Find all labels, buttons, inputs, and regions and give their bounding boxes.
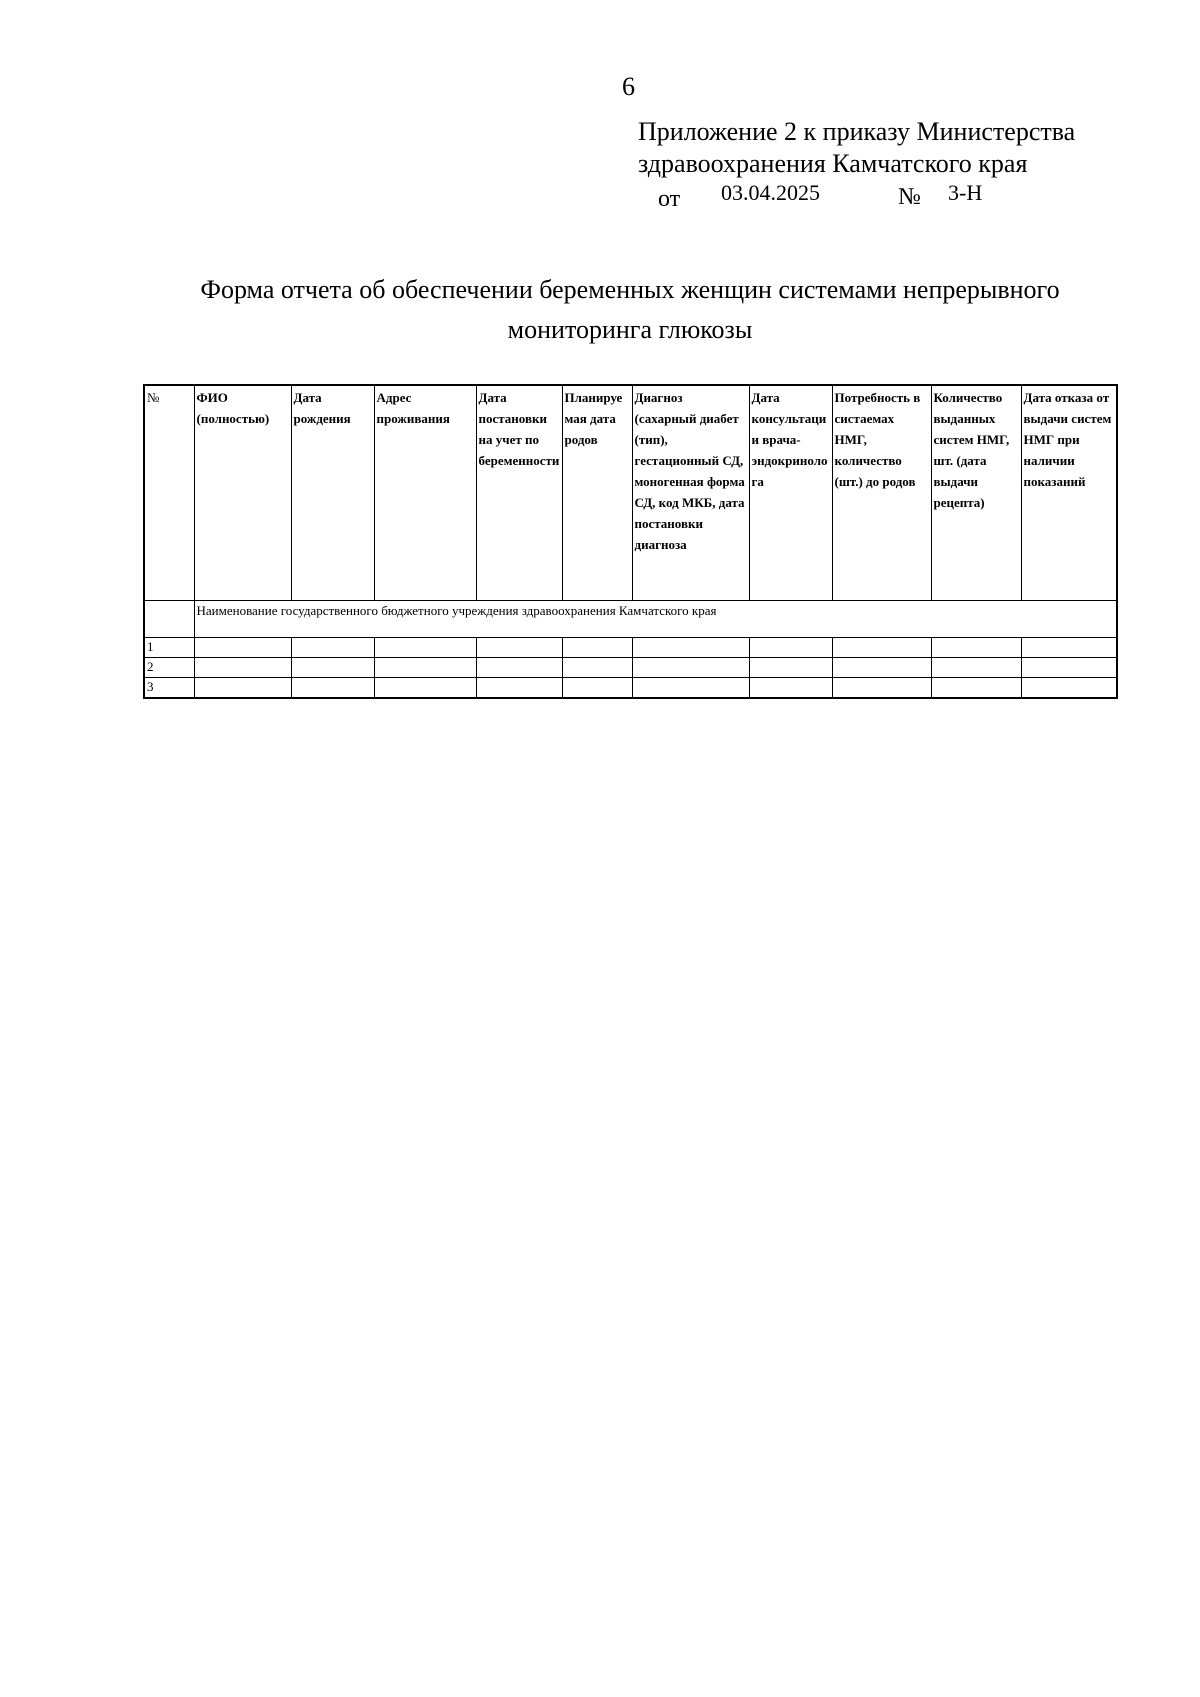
- cell-due-date[interactable]: [562, 678, 632, 699]
- organization-row-number-cell: [144, 601, 194, 638]
- table-header-row: [144, 385, 1117, 601]
- cell-refusal-date[interactable]: [1021, 638, 1117, 658]
- cell-birth-date[interactable]: [291, 658, 374, 678]
- form-title-line-1: Форма отчета об обеспечении беременных женщин системами непрерывного: [200, 275, 1060, 304]
- column-header-full-name: ФИО (полностью): [194, 385, 291, 601]
- cell-cgm-issued[interactable]: [931, 638, 1021, 658]
- cell-birth-date[interactable]: [291, 638, 374, 658]
- column-header-diagnosis: Диагноз (сахарный диабет (тип), гестационный СД, моногенная форма СД, код МКБ, дата постановки диагноза: [632, 385, 749, 601]
- column-header-address: Адрес проживания: [374, 385, 476, 601]
- appendix-line-2: здравоохранения Камчатского края: [638, 149, 1028, 178]
- cell-registration-date[interactable]: [476, 658, 562, 678]
- cell-full-name[interactable]: [194, 638, 291, 658]
- cell-address[interactable]: [374, 678, 476, 699]
- cell-consultation-date[interactable]: [749, 638, 832, 658]
- cell-consultation-date[interactable]: [749, 678, 832, 699]
- cell-cgm-need[interactable]: [832, 638, 931, 658]
- cell-birth-date[interactable]: [291, 678, 374, 699]
- cell-cgm-need[interactable]: [832, 658, 931, 678]
- order-number: 3-Н: [948, 180, 983, 205]
- cell-consultation-date[interactable]: [749, 658, 832, 678]
- cell-due-date[interactable]: [562, 658, 632, 678]
- column-header-birth-date: Дата рождения: [291, 385, 374, 601]
- from-label: от: [658, 186, 681, 212]
- report-table: [143, 384, 1118, 699]
- cell-refusal-date[interactable]: [1021, 678, 1117, 699]
- row-number: 2: [144, 658, 194, 678]
- cell-registration-date[interactable]: [476, 678, 562, 699]
- form-title-line-2: мониторинга глюкозы: [507, 315, 753, 344]
- cell-cgm-issued[interactable]: [931, 678, 1021, 699]
- column-header-cgm-issued: Количество выданных систем НМГ, шт. (дата выдачи рецепта): [931, 385, 1021, 601]
- cell-full-name[interactable]: [194, 658, 291, 678]
- cell-cgm-issued[interactable]: [931, 658, 1021, 678]
- column-header-registration-date: Дата постановки на учет по беременности: [476, 385, 562, 601]
- table-row: [144, 658, 1117, 678]
- organization-row: [144, 601, 1117, 638]
- row-number: 3: [144, 678, 194, 699]
- appendix-line-1: Приложение 2 к приказу Министерства: [638, 117, 1076, 146]
- cell-address[interactable]: [374, 638, 476, 658]
- cell-full-name[interactable]: [194, 678, 291, 699]
- page-number: 6: [622, 72, 635, 101]
- column-header-cgm-need: Потребность в систаемах НМГ, количество (шт.) до родов: [832, 385, 931, 601]
- cell-cgm-need[interactable]: [832, 678, 931, 699]
- column-header-consultation-date: Дата консультации врача-эндокринолога: [749, 385, 832, 601]
- cell-diagnosis[interactable]: [632, 678, 749, 699]
- cell-due-date[interactable]: [562, 638, 632, 658]
- cell-address[interactable]: [374, 658, 476, 678]
- column-header-refusal-date: Дата отказа от выдачи систем НМГ при наличии показаний: [1021, 385, 1117, 601]
- organization-name-cell: Наименование государственного бюджетного учреждения здравоохранения Камчатского края: [194, 601, 1117, 638]
- order-details: [0, 176, 1200, 216]
- appendix-reference: [638, 116, 1075, 180]
- column-header-number: №: [144, 385, 194, 601]
- form-title: [100, 270, 1160, 350]
- cell-refusal-date[interactable]: [1021, 658, 1117, 678]
- cell-registration-date[interactable]: [476, 638, 562, 658]
- number-label: №: [898, 184, 921, 210]
- table-row: [144, 638, 1117, 658]
- order-date: 03.04.2025: [721, 180, 820, 205]
- table-row: [144, 678, 1117, 699]
- cell-diagnosis[interactable]: [632, 658, 749, 678]
- cell-diagnosis[interactable]: [632, 638, 749, 658]
- row-number: 1: [144, 638, 194, 658]
- column-header-due-date: Планируемая дата родов: [562, 385, 632, 601]
